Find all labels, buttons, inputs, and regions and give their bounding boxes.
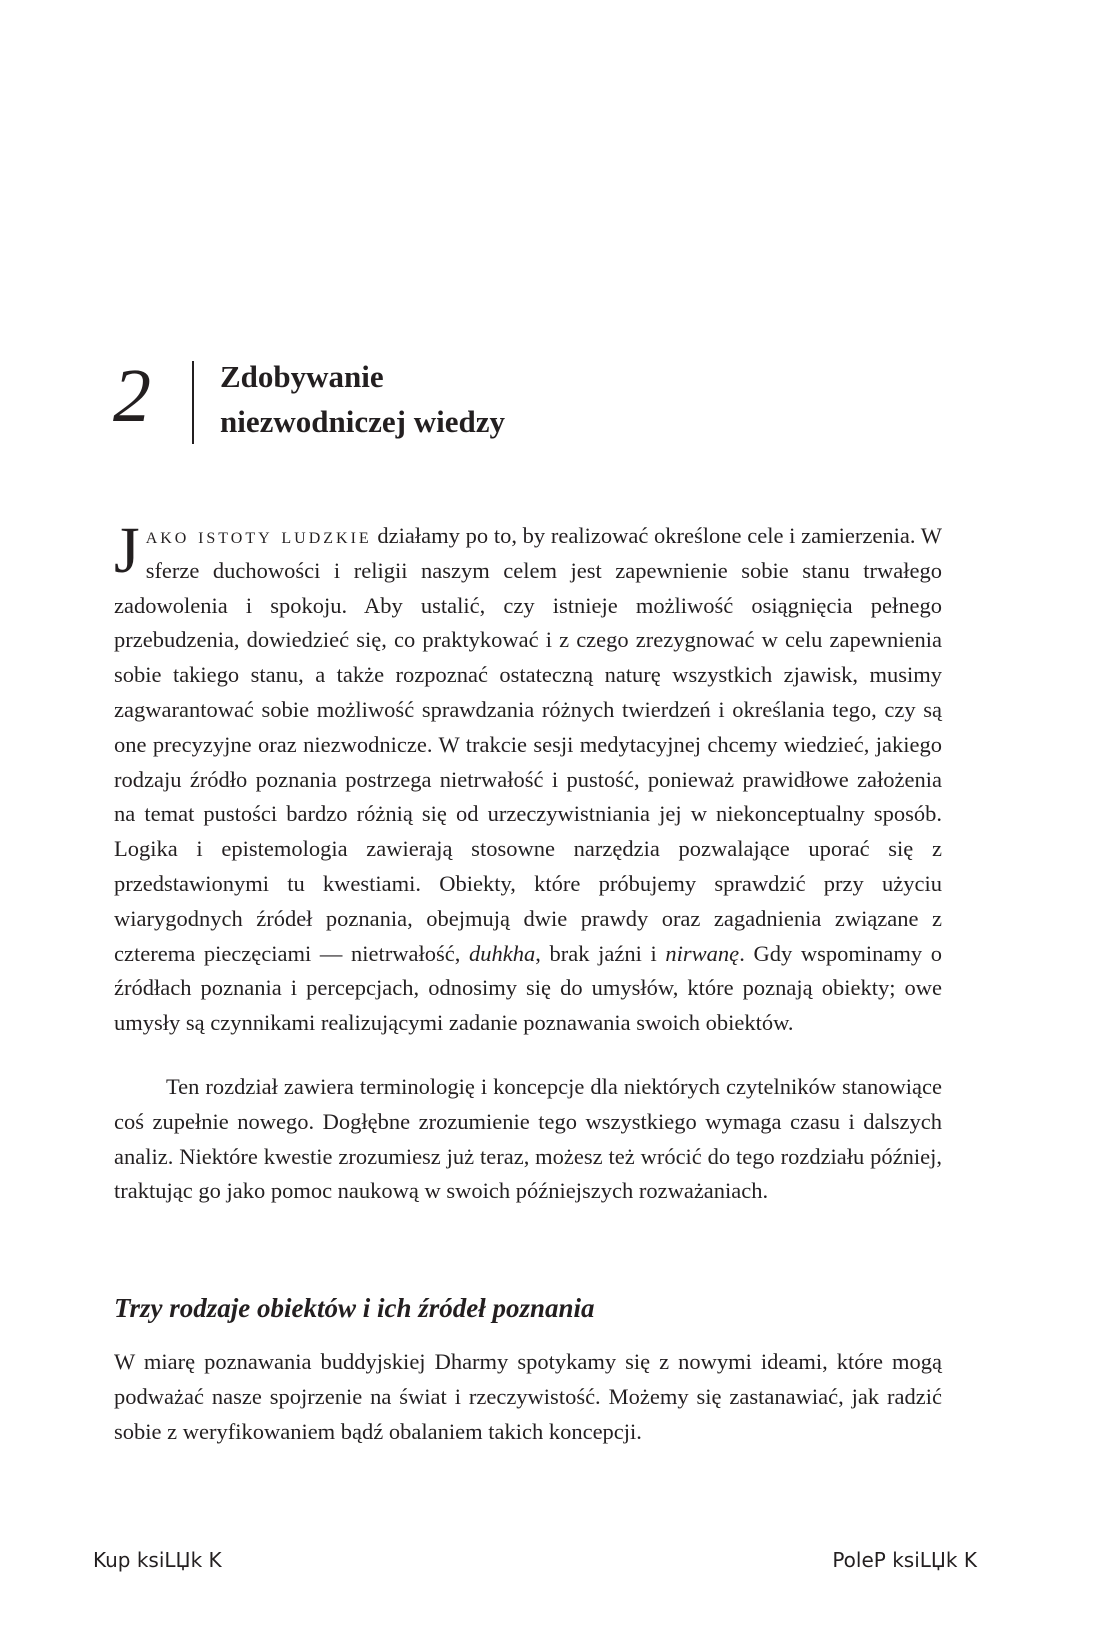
section-heading: Trzy rodzaje obiektów i ich źródeł poznania — [114, 1293, 595, 1323]
chapter-title-line-1: Zdobywanie — [220, 359, 384, 394]
chapter-title — [220, 354, 505, 444]
drop-cap: J — [114, 514, 140, 587]
body-paragraph-1 — [114, 514, 942, 1041]
paragraph-1-text-a: działamy po to, by realizować określone cele i zamierzenia. W sferze duchowości i religii naszym celem jest zapewnienie sobie stanu trwałego zadowolenia i spokoju. Aby ustalić, czy istnieje możliwość osiągnięcia pełnego przebudzenia, dowiedzieć się, co praktykować i z czego zrezygnować w celu zapewnienia sobie takiego stanu, a także rozpoznać ostateczną naturę wszystkich zjawisk, musimy zagwarantować sobie możliwość sprawdzania różnych twierdzeń i określania tego, czy są one precyzyjne oraz niezwodnicze. W trakcie sesji medytacyjnej chcemy wiedzieć, jakiego rodzaju źródło poznania postrzega nietrwałość i pustość, ponieważ prawidłowe założenia na temat pustości bardzo różnią się od urzeczywistniania jej w niekonceptualny sposób. Logika i epistemologia zawierają stosowne narzędzia pozwalające uporać się z przedstawionymi tu kwestiami. Obiekty, które próbujemy sprawdzić przy użyciu wiarygodnych źródeł poznania, obejmują dwie prawdy oraz zagadnienia związane z czterema pieczęciami — nietrwałość, — [114, 523, 942, 966]
buy-book-link[interactable]: Kup ksiLЏk K — [93, 1548, 222, 1572]
chapter-number: 2 — [113, 354, 151, 438]
term-duhkha: duhkha — [469, 940, 536, 966]
recommend-book-link[interactable]: PoleP ksiLЏk K — [832, 1548, 977, 1572]
body-paragraph-3: W miarę poznawania buddyjskiej Dharmy spotykamy się z nowymi ideami, które mogą podważać nasze spojrzenie na świat i rzeczywistość. Możemy się zastanawiać, jak radzić sobie z weryfikowaniem bądź obalaniem takich koncepcji. — [114, 1349, 942, 1444]
paragraph-lead-smallcaps: ako istoty ludzkie — [145, 523, 372, 548]
body-paragraph-2: Ten rozdział zawiera terminologię i koncepcje dla niektórych czytelników stanowiące coś zupełnie nowego. Dogłębne zrozumienie tego wszystkiego wymaga czasu i dalszych analiz. Niektóre kwestie zrozumiesz już teraz, możesz też wrócić do tego rozdziału później, traktując go jako pomoc naukową w swoich późniejszych rozważaniach. — [114, 1074, 942, 1204]
paragraph-1-text-c: . Gdy wspominamy o źródłach poznania i percepcjach, odnosimy się do umysłów, które poznają obiekty; owe umysły są czynnikami realizującymi zadanie poznawania swoich obiektów. — [114, 940, 942, 1036]
term-nirwane: nirwanę — [665, 940, 740, 966]
paragraph-1-text-b: , brak jaźni i — [535, 940, 666, 966]
chapter-divider — [192, 361, 194, 444]
chapter-title-line-2: niezwodniczej wiedzy — [220, 404, 505, 439]
chapter-header — [113, 352, 913, 452]
